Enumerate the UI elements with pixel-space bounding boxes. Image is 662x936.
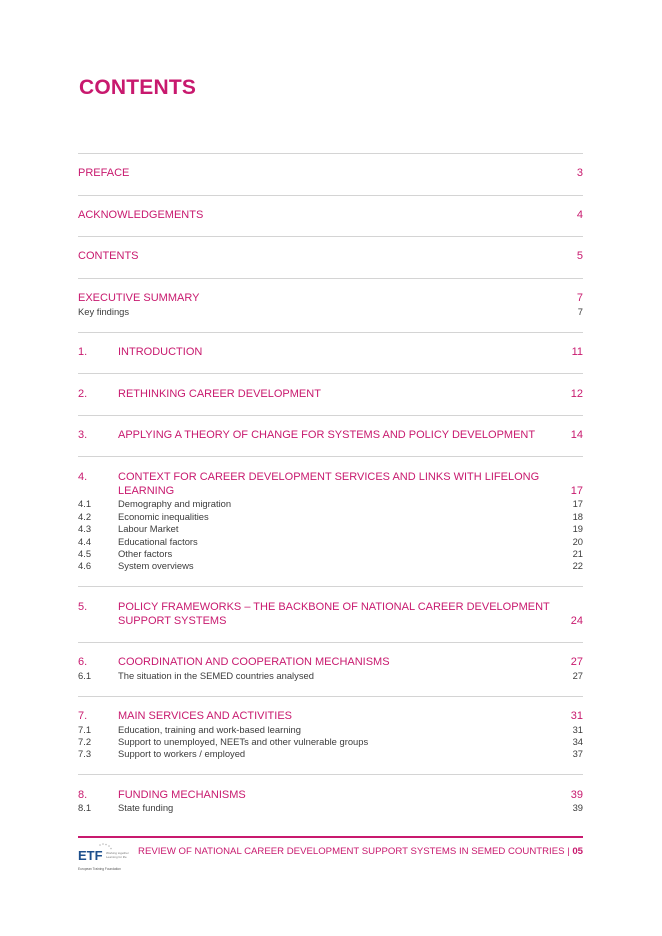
toc-entry-page: 7 [576,292,583,304]
footer-rule [78,836,583,838]
toc-entry-contents[interactable] [78,249,583,263]
toc-subentry-number: 4.3 [78,523,92,534]
toc-subentry-number: 4.6 [78,560,92,571]
toc-divider [78,586,583,587]
toc-entry-page: 31 [570,710,583,722]
toc-subentry-number: 7.2 [78,736,92,747]
page-title: CONTENTS [79,76,197,99]
toc-divider [78,696,583,697]
toc-subentry[interactable] [78,306,583,318]
toc-entry-title: MAIN SERVICES AND ACTIVITIES [118,710,293,722]
toc-subentry-title: Educational factors [118,535,198,547]
toc-entry-page: 39 [570,789,583,801]
footer-title: REVIEW OF NATIONAL CAREER DEVELOPMENT SUPPORT SYSTEMS IN SEMED COUNTRIES | [138,846,573,857]
toc-entry-title: EXECUTIVE SUMMARY [78,292,200,304]
toc-entry-title: PREFACE [78,167,130,179]
toc-entry-title-line1: CONTEXT FOR CAREER DEVELOPMENT SERVICES AND LINKS WITH LIFELONG [118,471,540,483]
toc-subentry-title: The situation in the SEMED countries analysed [118,670,314,681]
footer-page-number: 05 [572,846,583,857]
toc-subentry-title: Education, training and work-based learning [118,724,301,735]
toc-entry-title: COORDINATION AND COOPERATION MECHANISMS [118,656,390,668]
etf-logo [78,842,130,872]
toc-entry-page: 3 [576,167,583,179]
toc-divider [78,415,583,416]
toc-subentry-page: 39 [572,802,583,813]
toc-subentry-title: Labour Market [118,523,179,534]
toc-entry-chapter-4[interactable] [78,470,583,498]
toc-subentry-page: 22 [572,560,583,571]
toc-entry-page: 5 [576,250,583,262]
logo-caption: European Training Foundation [78,867,121,871]
toc-entry-number: 1. [78,346,88,358]
logo-tagline-2: Learning for life [106,855,127,859]
toc-divider [78,153,583,154]
toc-subentry-title: Economic inequalities [118,510,209,522]
toc-subentry-title: System overviews [118,560,194,571]
toc-subentry-page: 17 [572,498,583,509]
toc-subentry-page: 34 [572,736,583,747]
toc-entry-number: 2. [78,388,88,400]
toc-entry-title: RETHINKING CAREER DEVELOPMENT [118,388,321,400]
toc-divider [78,236,583,237]
toc-entry-number: 3. [78,429,88,441]
footer-running-title [138,846,583,857]
toc-entry-title: ACKNOWLEDGEMENTS [78,209,204,221]
toc-subentry-number: 4.2 [78,510,92,522]
logo-tagline-1: Working together [106,851,129,855]
toc-subentry-title: Key findings [78,306,130,317]
toc-subentry-title: Demography and migration [118,498,232,509]
toc-subentry-title: Support to workers / employed [118,748,246,759]
logo-text: ETF [78,848,103,863]
toc-subentry-title: Support to unemployed, NEETs and other vulnerable groups [118,736,369,747]
toc-subentry-title: State funding [118,802,174,813]
toc-subentry-number: 7.3 [78,748,92,759]
toc-subentry-number: 4.4 [78,535,92,547]
toc-subentry-page: 20 [572,535,583,547]
toc-subentry-page: 7 [577,306,583,317]
toc-entry-title: CONTENTS [78,250,139,262]
toc-divider [78,332,583,333]
toc-subentry-page: 19 [572,523,583,534]
toc-entry-number: 5. [78,601,88,613]
toc-divider [78,642,583,643]
toc-entry-page: 12 [570,388,583,400]
toc-divider [78,278,583,279]
toc-divider [78,373,583,374]
toc-entry-title: FUNDING MECHANISMS [118,789,246,801]
toc-divider [78,195,583,196]
toc-subentry-page: 27 [572,670,583,681]
toc-entry-number: 4. [78,471,88,483]
toc-entry-page: 27 [570,656,583,668]
toc-divider [78,774,583,775]
toc-entry-executive-summary[interactable] [78,291,583,305]
toc-subentry-number: 6.1 [78,670,92,681]
toc-entry-number: 8. [78,789,88,801]
toc-entry-acknowledgements[interactable] [78,208,583,222]
toc-entry-preface[interactable] [78,166,583,180]
toc-entry-title: APPLYING A THEORY OF CHANGE FOR SYSTEMS AND POLICY DEVELOPMENT [118,429,536,441]
toc-entry-title: INTRODUCTION [118,346,203,358]
toc-subentry-number: 4.5 [78,548,92,559]
toc-divider [78,456,583,457]
toc-entry-page: 24 [570,615,583,627]
toc-entry-number: 7. [78,710,88,722]
toc-entry-title-line2: SUPPORT SYSTEMS [118,615,227,627]
toc-entry-title-line2: LEARNING [118,485,175,497]
toc-subentry-page: 21 [572,548,583,559]
toc-entry-number: 6. [78,656,88,668]
toc-subentry-number: 8.1 [78,802,92,813]
toc-subentry-page: 31 [572,724,583,735]
toc-entry-page: 14 [570,429,583,441]
toc-entry-title-line1: POLICY FRAMEWORKS – THE BACKBONE OF NATIONAL CAREER DEVELOPMENT [118,601,550,613]
toc-entry-page: 17 [570,485,583,497]
toc-entry-page: 4 [576,209,583,221]
toc-subentry-title: Other factors [118,548,173,559]
toc-subentry-number: 7.1 [78,724,92,735]
toc-subentry-page: 18 [572,510,583,522]
toc-entry-chapter-5[interactable] [78,600,583,628]
toc-entry-page: 11 [571,346,583,358]
toc-subentry-number: 4.1 [78,498,92,509]
toc-subentry-page: 37 [572,748,583,759]
